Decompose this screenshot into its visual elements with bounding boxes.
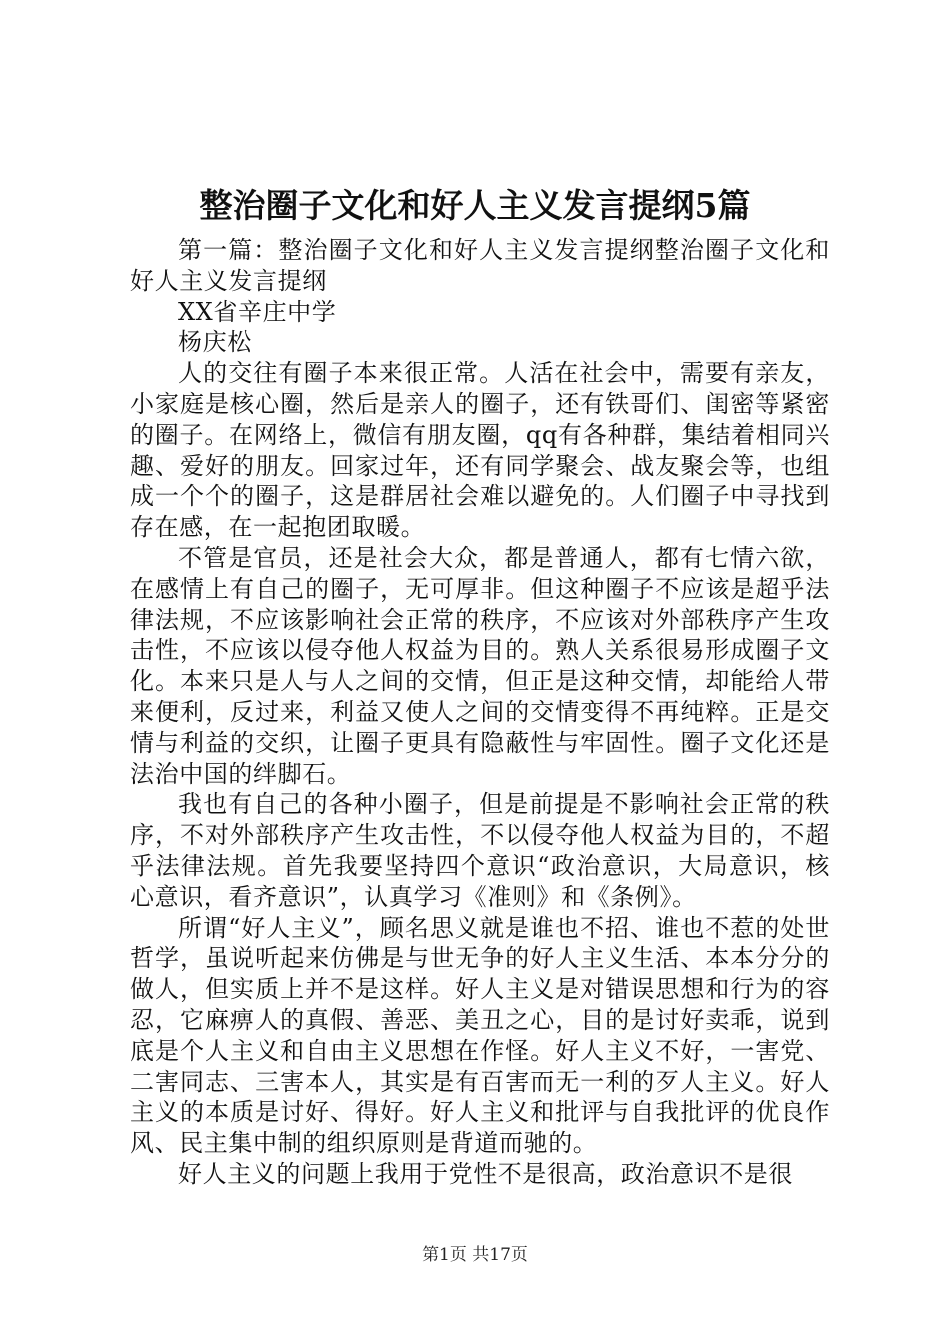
paragraph-body: 不管是官员，还是社会大众，都是普通人，都有七情六欲，在感情上有自己的圈子，无可厚非。但这种圈子不应该是超乎法律法规，不应该影响社会正常的秩序，不应该对外部秩序产生攻击性，不应该以侵夺他人权益为目的。熟人关系很易形成圈子文化。本来只是人与人之间的交情，但正是这种交情，却能给人带来便利，反过来，利益又使人之间的交情变得不再纯粹。正是交情与利益的交织，让圈子更具有隐蔽性与牢固性。圈子文化还是法治中国的绊脚石。	[130, 543, 830, 788]
paragraph-author: 杨庆松	[178, 328, 252, 357]
paragraph-body: 好人主义的问题上我用于党性不是很高，政治意识不是很	[178, 1159, 793, 1188]
paragraph-heading: 第一篇：整治圈子文化和好人主义发言提纲整治圈子文化和好人主义发言提纲	[130, 236, 830, 295]
paragraph-body: 所谓“好人主义”，顾名思义就是谁也不招、谁也不惹的处世哲学，虽说听起来仿佛是与世无争的好人主义生活、本本分分的做人，但实质上并不是这样。好人主义是对错误思想和行为的容忍，它麻痹人的真假、善恶、美丑之心，目的是讨好卖乖，说到底是个人主义和自由主义思想在作怪。好人主义不好，一害党、二害同志、三害本人，其实是有百害而无一利的歹人主义。好人主义的本质是讨好、得好。好人主义和批评与自我批评的优良作风、民主集中制的组织原则是背道而驰的。	[130, 913, 830, 1158]
paragraph-body: 人的交往有圈子本来很正常。人活在社会中，需要有亲友，小家庭是核心圈，然后是亲人的圈子，还有铁哥们、闺密等紧密的圈子。在网络上，微信有朋友圈，qq有各种群，集结着相同兴趣、爱好的朋友。回家过年，还有同学聚会、战友聚会等，也组成一个个的圈子，这是群居社会难以避免的。人们圈子中寻找到存在感，在一起抱团取暖。	[130, 359, 830, 542]
document-title: 整治圈子文化和好人主义发言提纲5篇	[199, 186, 751, 225]
document-body	[130, 235, 830, 1190]
paragraph-school: XX省辛庄中学	[178, 297, 337, 326]
paragraph-body: 我也有自己的各种小圈子，但是前提是不影响社会正常的秩序，不对外部秩序产生攻击性，不以侵夺他人权益为目的，不超乎法律法规。首先我要坚持四个意识“政治意识，大局意识，核心意识，看齐意识”，认真学习《准则》和《条例》。	[130, 790, 830, 911]
page-footer: 第1页 共17页	[422, 1245, 528, 1265]
